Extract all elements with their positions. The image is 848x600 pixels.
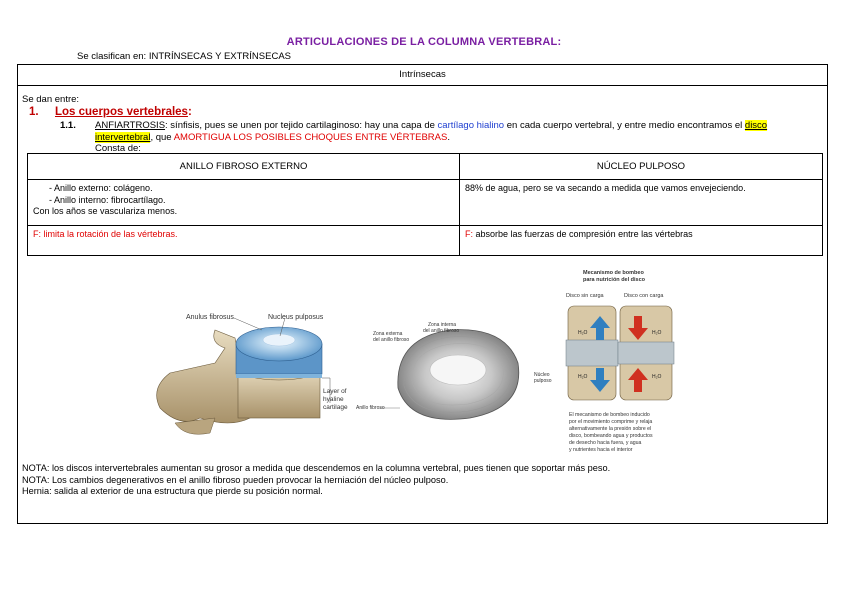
heading-number: 1.: [29, 106, 39, 118]
fig3-right-label: Disco con carga: [624, 293, 664, 299]
cell-nucleo-function: [460, 226, 823, 256]
h2o-label: H₂O: [578, 374, 588, 380]
note-line: NOTA: los discos intervertebrales aumentan su grosor a medida que descendemos en la columna vertebral, pues tienen que soportar más peso.: [22, 463, 611, 473]
h2o-label: H₂O: [578, 330, 588, 336]
label-zona-externa: Zona externa: [373, 331, 403, 337]
note-line: NOTA: Los cambios degenerativos en el anillo fibroso pueden provocar la herniación del núcleo pulposo.: [22, 474, 449, 485]
notes-section: [22, 463, 610, 498]
list-item: - Anillo externo: colágeno.: [49, 183, 153, 193]
list-item: Con los años se vasculariza menos.: [33, 206, 178, 216]
document-subtitle: Se clasifican en: INTRÍNSECAS Y EXTRÍNSECAS: [77, 51, 292, 62]
term-cartilago-hialino: cartílago hialino: [437, 120, 505, 131]
function-text: absorbe las fuerzas de compresión entre las vértebras: [473, 229, 693, 239]
cell-anillo-function: F: limita la rotación de las vértebras.: [28, 226, 460, 256]
label-zona-interna-2: del anillo fibroso: [423, 328, 460, 334]
fig3-title: Mecanismo de bombeo: [583, 270, 644, 276]
header-nucleo-pulposo: NÚCLEO PULPOSO: [460, 154, 823, 180]
note-line: Hernia: salida al exterior de una estructura que pierde su posición normal.: [22, 486, 323, 496]
heading-suffix: :: [187, 106, 192, 118]
disc-components-table: [27, 153, 823, 256]
label-nucleo-2: pulposo: [534, 378, 552, 384]
cell-anillo-description: [28, 180, 460, 226]
intro-text: Se dan entre:: [22, 94, 80, 105]
item-text-2: en cada cuerpo vertebral, y entre medio encontramos el: [504, 120, 745, 131]
term-disco-intervertebral: disco intervertebral: [95, 120, 768, 143]
function-prefix: F:: [465, 229, 473, 239]
item-number: 1.1.: [60, 120, 76, 131]
label-anillo-fibroso: Anillo fibroso: [356, 405, 385, 411]
list-item: - Anillo interno: fibrocartílago.: [49, 194, 166, 205]
header-anillo-fibroso: ANILLO FIBROSO EXTERNO: [28, 154, 460, 180]
label-nucleo: Núcleo: [534, 372, 550, 378]
figure-vertebra-disc: [157, 314, 348, 434]
consta-label: Consta de:: [95, 143, 141, 154]
cell-nucleo-description: 88% de agua, pero se va secando a medida que vamos envejeciendo.: [460, 180, 823, 226]
figures-illustrations: [0, 268, 848, 463]
fig3-caption-line: y nutrientes hacia el interior: [569, 447, 633, 453]
figure-disc-cross-section: [356, 322, 552, 419]
label-annulus: Anulus fibrosus: [186, 314, 234, 321]
fig3-title-2: para nutrición del disco: [583, 277, 646, 283]
item-anfiartrosis: [60, 120, 820, 143]
h2o-label: H₂O: [652, 374, 662, 380]
label-layer-3: cartilage: [323, 404, 348, 411]
label-zona-interna: Zona interna: [428, 322, 457, 328]
heading-text: Los cuerpos vertebrales: [55, 106, 188, 118]
heading-cuerpos-vertebrales: [29, 106, 192, 118]
document-title: ARTICULACIONES DE LA COLUMNA VERTEBRAL:: [286, 36, 562, 48]
fig3-caption-line: de desecho hacia fuera, y agua: [569, 440, 642, 446]
figure-pumping-mechanism: [566, 270, 674, 453]
item-text-4: .: [447, 131, 450, 143]
h2o-label: H₂O: [652, 330, 662, 336]
label-nucleus: Nucleus pulposus: [268, 314, 324, 321]
fig3-left-label: Disco sin carga: [566, 293, 604, 299]
fig3-caption-line: disco, bombeando agua y productos: [569, 433, 653, 439]
item-text-1: : sínfisis, pues se unen por tejido cartilaginoso: hay una capa de: [165, 120, 438, 131]
section-header: Intrínsecas: [17, 64, 828, 86]
fig3-caption-line: por el movimiento comprime y relaja: [569, 419, 653, 425]
term-function: AMORTIGUA LOS POSIBLES CHOQUES ENTRE VÉRTEBRAS: [173, 131, 448, 143]
fig3-caption-line: El mecanismo de bombeo inducido: [569, 412, 650, 418]
label-zona-externa-2: del anillo fibroso: [373, 337, 410, 343]
item-text-3: , que: [150, 131, 174, 143]
label-layer-2: hyaline: [323, 396, 344, 403]
term-anfiartrosis: ANFIARTROSIS: [95, 120, 166, 131]
label-layer: Layer of: [323, 388, 347, 395]
fig3-caption-line: alternativamente la presión sobre el: [569, 426, 652, 432]
